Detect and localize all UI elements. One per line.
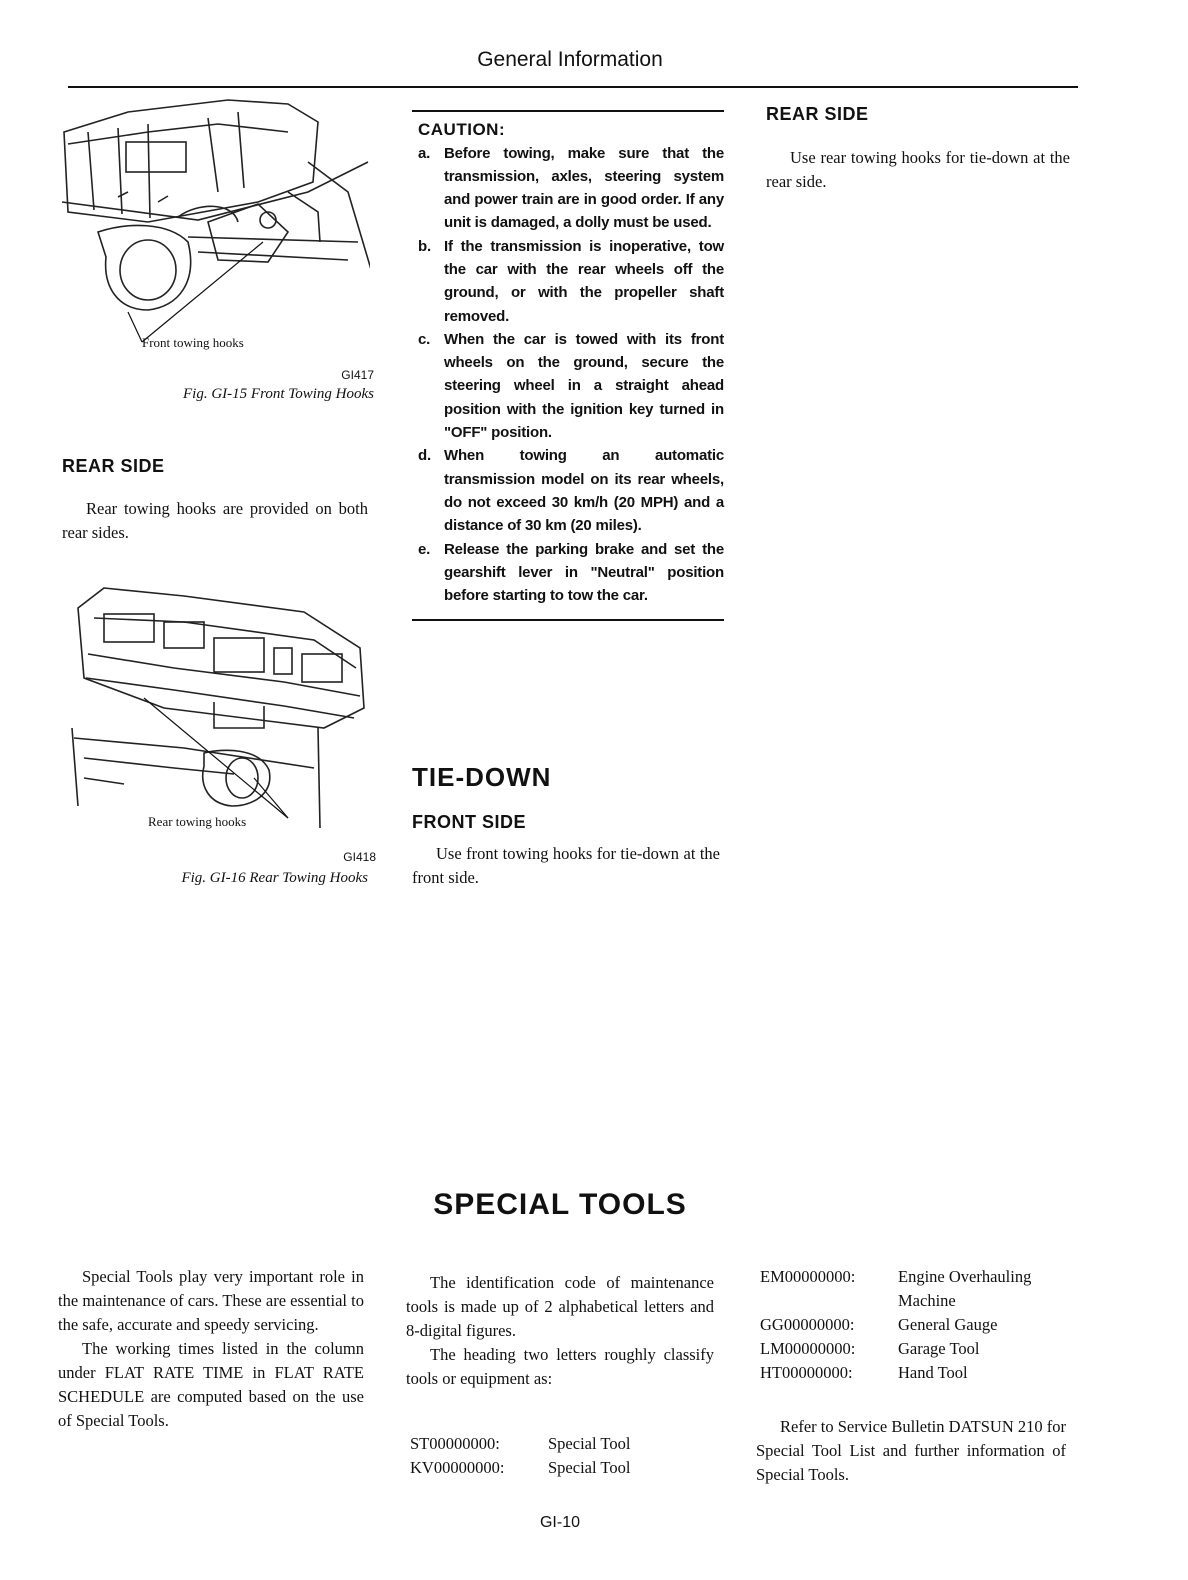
caution-item bbox=[412, 235, 724, 328]
code-table-b bbox=[760, 1265, 1070, 1385]
figure-rear-towing-hooks bbox=[64, 578, 372, 828]
right-rear-side-text: Use rear towing hooks for tie-down at the rear side. bbox=[766, 148, 1070, 191]
caution-item bbox=[412, 538, 724, 608]
caution-item-label: b. bbox=[418, 237, 431, 255]
page-header: General Information bbox=[477, 48, 663, 71]
tool-desc: Hand Tool bbox=[898, 1363, 968, 1382]
tool-code: EM00000000: bbox=[760, 1267, 856, 1286]
tool-desc: General Gauge bbox=[898, 1315, 998, 1334]
caution-item-text: When towing an automatic transmission model on its rear wheels, do not exceed 30 km/h (20 MPH) and a distance of 30 km (20 miles). bbox=[444, 447, 724, 535]
special-tools-para: Special Tools play very important role in the maintenance of cars. These are essential to the safe, accurate and speedy servicing. bbox=[58, 1267, 364, 1334]
front-side-text: Use front towing hooks for tie-down at the front side. bbox=[412, 844, 720, 887]
special-tools-col2 bbox=[406, 1271, 714, 1391]
special-tools-para: The identification code of maintenance tools is made up of 2 alphabetical letters and 8-digital figures. bbox=[406, 1273, 714, 1340]
code-row bbox=[760, 1265, 1070, 1313]
caution-item-text: When the car is towed with its front wheels on the ground, secure the steering wheel in a straight ahead position with the ignition key turned in "OFF" position. bbox=[444, 330, 724, 442]
tie-down-heading: TIE-DOWN bbox=[412, 762, 552, 792]
figure-code-gi418: GI418 bbox=[343, 850, 376, 864]
caution-item bbox=[412, 328, 724, 444]
special-tools-heading: SPECIAL TOOLS bbox=[433, 1188, 687, 1221]
header-rule bbox=[68, 86, 1078, 88]
special-tools-note: Refer to Service Bulletin DATSUN 210 for Special Tool List and further information of Special Tools. bbox=[756, 1417, 1066, 1484]
page-number: GI-10 bbox=[539, 1514, 580, 1531]
rear-side-heading: REAR SIDE bbox=[62, 456, 165, 476]
caution-item-label: c. bbox=[418, 330, 431, 348]
special-tools-para: The working times listed in the column under FLAT RATE TIME in FLAT RATE SCHEDULE are computed based on the use of Special Tools. bbox=[58, 1339, 364, 1430]
code-row bbox=[760, 1337, 1070, 1361]
caution-item-text: Before towing, make sure that the transmission, axles, steering system and power train are in good order. If any unit is damaged, a dolly must be used. bbox=[444, 144, 724, 232]
special-tools-para: The heading two letters roughly classify tools or equipment as: bbox=[406, 1345, 714, 1388]
caution-item bbox=[412, 444, 724, 537]
caution-title: CAUTION: bbox=[418, 119, 506, 139]
tool-code: GG00000000: bbox=[760, 1315, 855, 1334]
tool-desc: Special Tool bbox=[548, 1458, 631, 1477]
caution-item-label: d. bbox=[418, 447, 431, 465]
tool-code: LM00000000: bbox=[760, 1339, 856, 1358]
front-side-heading: FRONT SIDE bbox=[412, 812, 527, 832]
rear-side-text: Rear towing hooks are provided on both rear sides. bbox=[62, 499, 368, 542]
tool-code: ST00000000: bbox=[410, 1434, 500, 1453]
code-table-a bbox=[410, 1432, 720, 1480]
tool-code: HT00000000: bbox=[760, 1363, 853, 1382]
code-row bbox=[760, 1361, 1070, 1385]
front-car-illustration bbox=[58, 92, 370, 350]
tool-desc: Special Tool bbox=[548, 1434, 631, 1453]
caution-item bbox=[412, 142, 724, 235]
tool-desc: Garage Tool bbox=[898, 1339, 980, 1358]
right-rear-side-heading: REAR SIDE bbox=[766, 104, 869, 124]
caution-bottom-rule bbox=[412, 619, 724, 621]
caution-box bbox=[412, 110, 724, 621]
caution-top-rule bbox=[412, 110, 724, 112]
tool-desc: Engine Overhauling Machine bbox=[898, 1267, 1032, 1310]
rear-towing-hooks-label: Rear towing hooks bbox=[148, 814, 247, 829]
code-row bbox=[410, 1456, 720, 1480]
code-row bbox=[410, 1432, 720, 1456]
caution-item-text: Release the parking brake and set the gearshift lever in "Neutral" position before starting to tow the car. bbox=[444, 540, 724, 605]
figure-front-towing-hooks bbox=[58, 92, 370, 350]
figure-code-gi417: GI417 bbox=[341, 368, 374, 382]
caution-item-label: a. bbox=[418, 144, 431, 162]
caution-item-text: If the transmission is inoperative, tow the car with the rear wheels off the ground, or with the propeller shaft removed. bbox=[444, 237, 724, 325]
rear-car-illustration bbox=[64, 578, 372, 828]
special-tools-col1 bbox=[58, 1265, 364, 1433]
front-towing-hooks-label: Front towing hooks bbox=[142, 335, 244, 350]
figure-caption-gi15: Fig. GI-15 Front Towing Hooks bbox=[183, 386, 374, 402]
code-row bbox=[760, 1313, 1070, 1337]
figure-caption-gi16: Fig. GI-16 Rear Towing Hooks bbox=[181, 870, 368, 886]
caution-item-label: e. bbox=[418, 540, 431, 558]
tool-code: KV00000000: bbox=[410, 1458, 505, 1477]
